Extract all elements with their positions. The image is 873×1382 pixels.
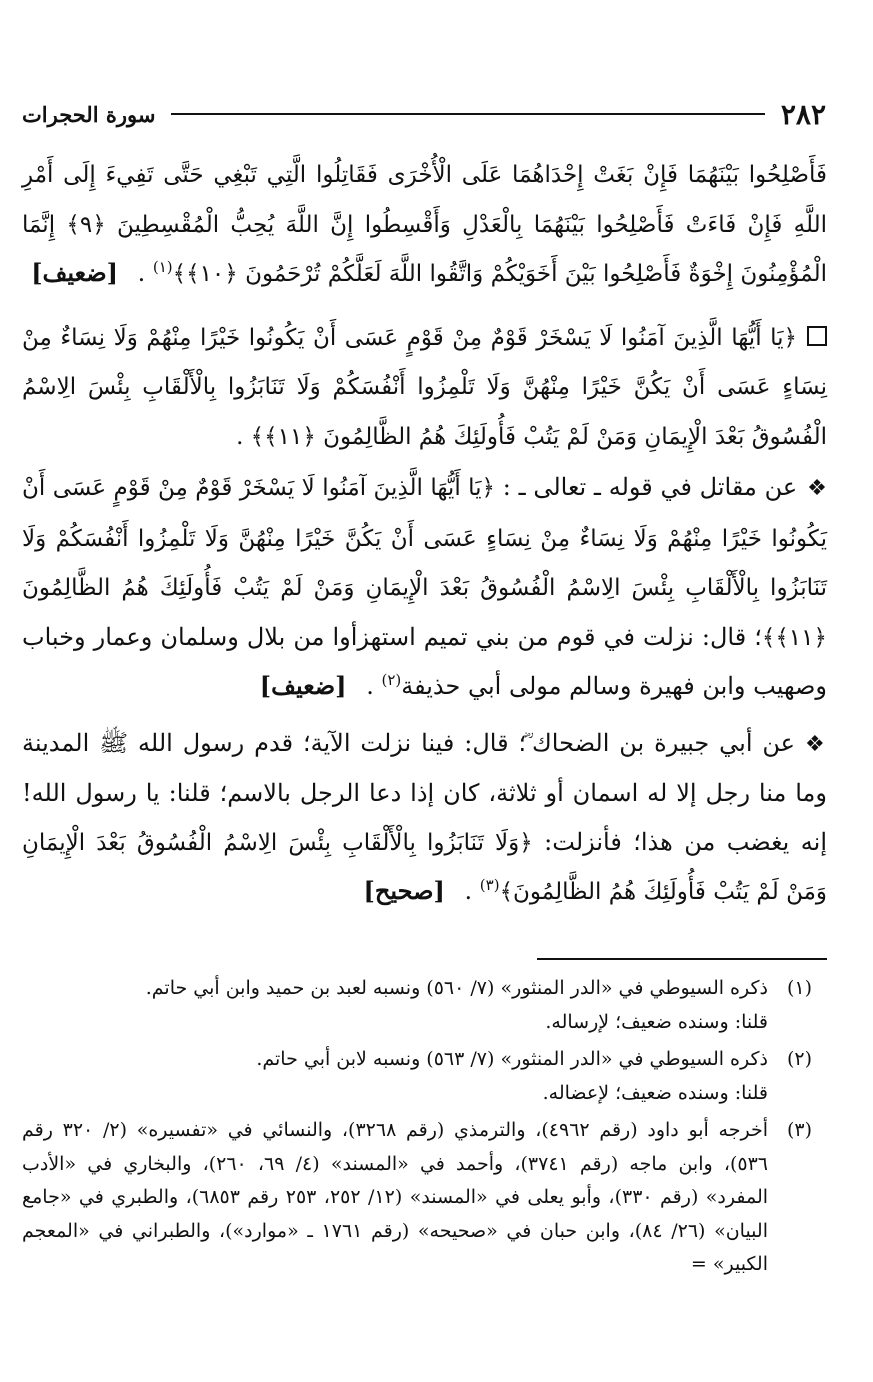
grade-badge-2: [ضعيف]	[259, 671, 347, 700]
main-text	[22, 150, 827, 917]
footnote-line: أخرجه أبو داود (رقم ٤٩٦٢)، والترمذي (رقم ٣٢٦٨)، والنسائي في «تفسيره» (٢/ ٣٢٠ رقم ٥٣٦)، وابن ماجه (رقم ٣٧٤١)، وأحمد في «المسند» (٤/ ٦٩، ٢٦٠)، والبخاري في «الأدب المفرد» (رقم ٣٣٠)، وأبو يعلى في «المسند» (١٢/ ٢٥٢، ٢٥٣ رقم ٦٨٥٣)، والطبري في «جامع البيان» (٢٦/ ٨٤)، وابن حبان في «صحيحه» (رقم ١٧٦١ ـ «موارد»)، والطبراني في «المعجم الكبير» =	[22, 1119, 769, 1275]
footnote-line: ذكره السيوطي في «الدر المنثور» (٧/ ٥٦٠) ونسبه لعبد بن حميد وابن أبي حاتم.	[145, 977, 768, 999]
diamond-bullet-icon: ❖	[807, 476, 827, 501]
footnote-ref-3: (٣)	[479, 876, 500, 894]
footnote-line: قلنا: وسنده ضعيف؛ لإعضاله.	[542, 1081, 768, 1104]
page-number: ٢٨٢	[780, 97, 826, 131]
narration-paragraph-2	[22, 719, 827, 917]
surah-title: سورة الحجرات	[22, 101, 156, 127]
narration-paragraph-1	[22, 463, 827, 711]
grade-badge-3: [صحيح]	[363, 876, 445, 905]
footnote-line: قلنا: وسنده ضعيف؛ لإرساله.	[545, 1010, 768, 1033]
quran-verse-11: ﴿يَا أَيُّهَا الَّذِينَ آمَنُوا لَا يَسْخَرْ قَوْمٌ مِنْ قَوْمٍ عَسَى أَنْ يَكُونُوا خَيْرًا مِنْهُمْ وَلَا نِسَاءٌ مِنْ نِسَاءٍ عَسَى أَنْ يَكُنَّ خَيْرًا مِنْهُنَّ وَلَا تَلْمِزُوا أَنْفُسَكُمْ وَلَا تَنَابَزُوا بِالْأَلْقَابِ بِئْسَ الِاسْمُ الْفُسُوقُ بَعْدَ الْإِيمَانِ وَمَنْ لَمْ يَتُبْ فَأُولَئِكَ هُمُ الظَّالِمُونَ ﴿١١﴾﴾ .	[22, 324, 827, 450]
footnote-ref-1: (١)	[152, 258, 173, 276]
narration-end: .	[464, 877, 480, 905]
footnote-body	[22, 1043, 768, 1110]
narration-text: ؛ قال: نزلت في قوم من بني تميم استهزأوا من بلال وسلمان وعمار وخباب وصهيب وابن فهيرة وسالم مولى أبي حذيفة	[22, 622, 827, 700]
diamond-bullet-icon: ❖	[805, 731, 827, 757]
verse-paragraph-2	[22, 313, 827, 462]
footnote-body	[22, 1114, 768, 1282]
quran-verses-9-10: فَأَصْلِحُوا بَيْنَهُمَا فَإِنْ بَغَتْ إِحْدَاهُمَا عَلَى الْأُخْرَى فَقَاتِلُوا الَّتِي تَبْغِي حَتَّى تَفِيءَ إِلَى أَمْرِ اللَّهِ فَإِنْ فَاءَتْ فَأَصْلِحُوا بَيْنَهُمَا بِالْعَدْلِ وَأَقْسِطُوا إِنَّ اللَّهَ يُحِبُّ الْمُقْسِطِينَ ﴿٩﴾ إِنَّمَا الْمُؤْمِنُونَ إِخْوَةٌ فَأَصْلِحُوا بَيْنَ أَخَوَيْكُمْ وَاتَّقُوا اللَّهَ لَعَلَّكُمْ تُرْحَمُونَ ﴿١٠﴾﴾	[22, 162, 827, 287]
footnote-number: (٣)	[786, 1119, 812, 1141]
footnote-body	[22, 972, 768, 1039]
footnote-line: ذكره السيوطي في «الدر المنثور» (٧/ ٥٦٣) ونسبه لابن أبي حاتم.	[256, 1048, 768, 1070]
narration-text: عن أبي جبيرة بن الضحاك ؓ؛ قال: فينا نزلت الآية؛ قدم رسول الله ﷺ المدينة وما منا رجل إلا له اسمان أو ثلاثة، كان إذا دعا الرجل بالاسم؛ قلنا: يا رسول الله! إنه يغضب من هذا؛ فأنزلت:	[22, 728, 827, 856]
header-rule	[171, 113, 764, 115]
footnote-ref-2: (٢)	[381, 671, 402, 689]
footnotes	[22, 972, 812, 1282]
footnote-2	[22, 1043, 812, 1110]
footnote-separator	[537, 958, 827, 960]
page-header	[22, 92, 826, 136]
square-bullet-icon	[807, 326, 827, 346]
narration-end: .	[366, 672, 382, 700]
footnote-3	[22, 1114, 812, 1282]
grade-badge-1: [ضعيف]	[31, 258, 118, 287]
quran-verse-quote: ﴿يَا أَيُّهَا الَّذِينَ آمَنُوا لَا يَسْخَرْ قَوْمٌ مِنْ قَوْمٍ عَسَى أَنْ يَكُونُوا خَيْرًا مِنْهُمْ وَلَا نِسَاءٌ مِنْ نِسَاءٍ عَسَى أَنْ يَكُنَّ خَيْرًا مِنْهُنَّ وَلَا تَلْمِزُوا أَنْفُسَكُمْ وَلَا تَنَابَزُوا بِالْأَلْقَابِ بِئْسَ الِاسْمُ الْفُسُوقُ بَعْدَ الْإِيمَانِ وَمَنْ لَمْ يَتُبْ فَأُولَئِكَ هُمُ الظَّالِمُونَ ﴿١١﴾﴾	[22, 475, 827, 651]
narration-intro: عن مقاتل في قوله ـ تعالى ـ :	[502, 473, 798, 501]
footnote-number: (٢)	[786, 1048, 812, 1070]
quran-verse-quote: ﴿وَلَا تَنَابَزُوا بِالْأَلْقَابِ بِئْسَ الِاسْمُ الْفُسُوقُ بَعْدَ الْإِيمَانِ وَمَنْ لَمْ يَتُبْ فَأُولَئِكَ هُمُ الظَّالِمُونَ﴾	[22, 829, 827, 905]
verse-paragraph-1: فَأَصْلِحُوا بَيْنَهُمَا فَإِنْ بَغَتْ إِحْدَاهُمَا عَلَى الْأُخْرَى فَقَاتِلُوا الَّتِي تَبْغِي حَتَّى تَفِيءَ إِلَى أَمْرِ اللَّهِ فَإِنْ فَاءَتْ فَأَصْلِحُوا بَيْنَهُمَا بِالْعَدْلِ وَأَقْسِطُوا إِنَّ اللَّهَ يُحِبُّ الْمُقْسِطِينَ ﴿٩﴾ إِنَّمَا الْمُؤْمِنُونَ إِخْوَةٌ فَأَصْلِحُوا بَيْنَ أَخَوَيْكُمْ وَاتَّقُوا اللَّهَ لَعَلَّكُمْ تُرْحَمُونَ ﴿١٠﴾﴾$^{(١)}$ . [ضعيف]	[22, 162, 827, 287]
footnote-1	[22, 972, 812, 1039]
footnote-number: (١)	[786, 977, 812, 999]
